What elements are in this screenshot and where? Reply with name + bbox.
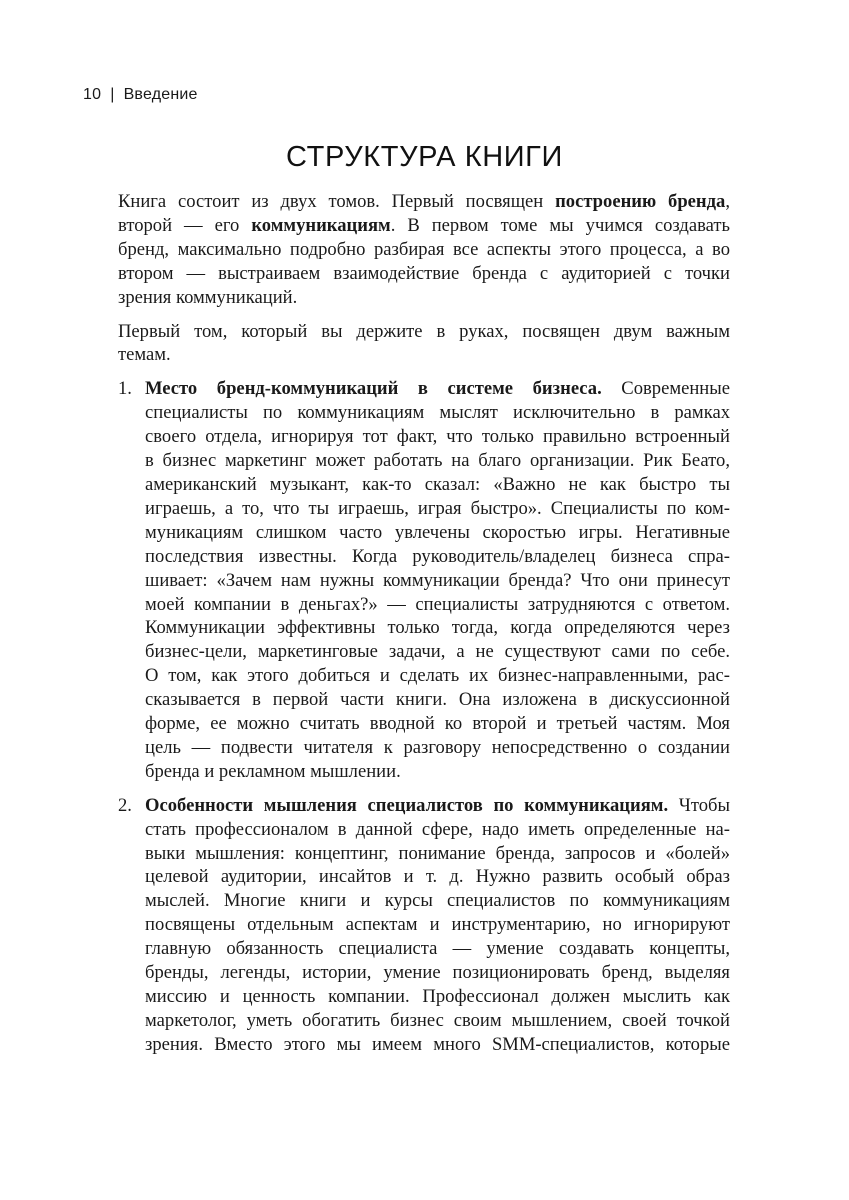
volume-paragraph	[118, 320, 730, 368]
text-line: миссию и ценность компании. Профессионал должен мыслить как	[145, 986, 730, 1007]
intro-paragraph	[118, 190, 730, 310]
text-line: последствия известны. Когда руководитель/владелец бизнеса спра-	[145, 545, 730, 567]
list-item-heading: Особенности мышления специалистов по коммуникациям.	[145, 794, 669, 816]
text-line: форме, ее можно считать вводной ко второй и третьей частям. Моя	[145, 713, 730, 735]
text-line: зрения коммуникаций.	[118, 286, 298, 308]
running-header	[83, 86, 198, 104]
text-line: муникациям слишком часто увлечены скоростью игры. Негативные	[145, 521, 730, 543]
text-line: своего отдела, игнорируя тот факт, что только правильно встроенный	[145, 426, 730, 448]
emphasis-brand-building: построению бренда	[555, 191, 726, 212]
text-line: Книга состоит из двух томов. Первый посвящен построению бренда,	[118, 191, 730, 212]
text-line: мыслей. Многие книги и курсы специалистов по коммуникациям	[145, 890, 730, 912]
text-line: бренда и рекламном мышлении.	[145, 760, 401, 782]
text-line: Место бренд-коммуникаций в системе бизнеса. Современные	[145, 378, 731, 400]
list-item-number: 2.	[118, 794, 132, 816]
list-item-heading: Место бренд-коммуникаций в системе бизнеса.	[145, 378, 602, 400]
text-line: маркетолог, уметь обогатить бизнес своим мышлением, своей точкой	[145, 1009, 730, 1031]
text-line: в бизнес маркетинг может работать на благо организации. Рик Беато,	[145, 450, 730, 472]
text-line: специалисты по коммуникациям мыслят исключительно в рамках	[145, 402, 730, 424]
page-number: 10	[83, 86, 102, 103]
text-line: бренд, максимально подробно разбирая все аспекты этого процесса, а во	[118, 238, 730, 260]
text-line: Первый том, который вы держите в руках, посвящен двум важным	[118, 320, 730, 342]
text-line: второй — его коммуникациям. В первом томе мы учимся создавать	[118, 214, 730, 236]
list-item	[118, 377, 730, 783]
section-name: Введение	[123, 86, 198, 103]
text-line: играешь, а то, что ты играешь, играя быстро». Специалисты по ком-	[145, 497, 730, 519]
text-line: стать профессионалом в данной сфере, надо иметь определенные на-	[145, 818, 730, 840]
text-line: втором — выстраиваем взаимодействие бренда с аудиторией с точки	[118, 262, 730, 284]
text-line: шивает: «Зачем нам нужны коммуникации бренда? Что они принесут	[145, 569, 730, 591]
text-line: Коммуникации эффективны только тогда, когда определяются через	[145, 617, 730, 639]
emphasis-communications: коммуникациям	[251, 214, 391, 236]
list-item-number: 1.	[118, 378, 132, 400]
text-line: моей компании в деньгах?» — специалисты затрудняются с ответом.	[145, 593, 730, 615]
text-line: выки мышления: концептинг, понимание бренда, запросов и «болей»	[145, 842, 730, 864]
text-line: сказывается в первой части книги. Она изложена в дискуссионной	[145, 689, 730, 711]
body-text	[118, 190, 730, 1067]
text-line: главную обязанность специалиста — умение создавать концепты,	[145, 938, 730, 960]
text-line: зрения. Вместо этого мы имеем много SMM-специалистов, которые	[145, 1033, 730, 1055]
text-line: цель — подвести читателя к разговору непосредственно о создании	[145, 736, 730, 758]
text-line: темам.	[118, 344, 171, 366]
topics-list	[118, 377, 730, 1056]
text-line: бизнес-цели, маркетинговые задачи, а не существуют сами по себе.	[145, 641, 730, 663]
text-line: О том, как этого добиться и сделать их бизнес-направленными, рас-	[145, 665, 730, 687]
text-line: американский музыкант, как-то сказал: «Важно не как быстро ты	[145, 473, 730, 495]
text-line: целевой аудитории, инсайтов и т. д. Нужно развить особый образ	[145, 866, 730, 888]
list-item	[118, 794, 730, 1057]
header-separator: |	[110, 86, 115, 103]
chapter-title: СТРУКТУРА КНИГИ	[286, 141, 563, 173]
text-line: бренды, легенды, истории, умение позиционировать бренд, выделяя	[145, 962, 730, 984]
text-line: посвящены отдельным аспектам и инструментарию, но игнорируют	[145, 914, 730, 936]
text-line: Особенности мышления специалистов по коммуникациям. Чтобы	[145, 794, 730, 816]
